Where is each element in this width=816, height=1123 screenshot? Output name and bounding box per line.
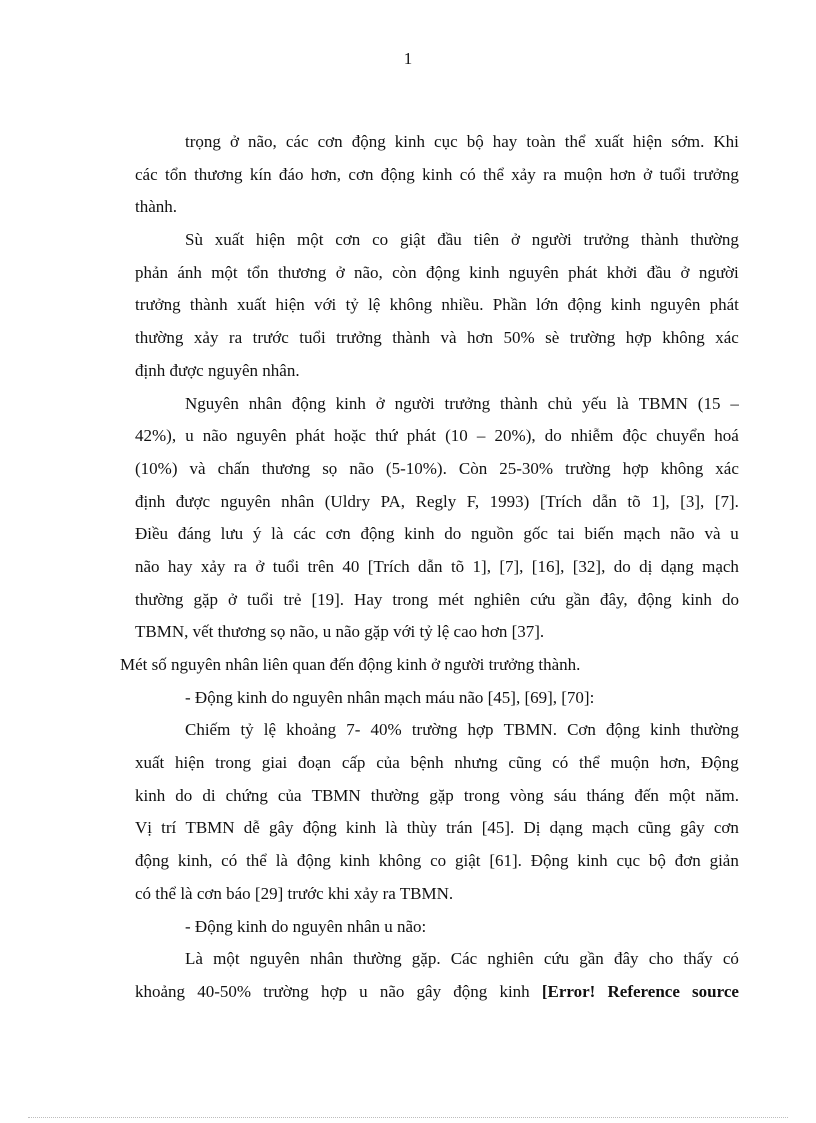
line-text: - Động kinh do nguyên nhân mạch máu não [45], [69], [70]: <box>185 687 595 707</box>
reference-error-text: [Error! <box>541 981 596 1001</box>
text-line: Là một nguyên nhân thường gặp. Các nghiên cứu gần đây cho thấy có <box>185 949 739 969</box>
text-line: xuất hiện trong giai đoạn cấp của bệnh nhưng cũng có thể muộn hơn, Động <box>135 753 739 773</box>
text-line: Vị trí TBMN dễ gây động kinh là thùy trán [45]. Dị dạng mạch cũng gây cơn <box>135 818 739 838</box>
text-line <box>135 878 739 911</box>
text-line: các tổn thương kín đáo hơn, cơn động kinh có thể xảy ra muộn hơn ở tuổi trưởng <box>135 164 739 184</box>
reference-error-text: Reference <box>607 981 680 1001</box>
reference-error-text: source <box>692 981 739 1001</box>
line-text: TBMN, vết thương sọ não, u não gặp với tỷ lệ cao hơn [37]. <box>135 622 545 642</box>
text-line: khoảng 40-50% trường hợp u não gây động kinh [Error! Reference source <box>135 976 739 1009</box>
text-line: phản ánh một tổn thương ở não, còn động kinh nguyên phát khởi đầu ở người <box>135 262 739 282</box>
text-line: (10%) và chấn thương sọ não (5-10%). Còn 25-30% trường hợp không xác <box>135 458 739 478</box>
text-line <box>135 191 739 224</box>
line-text: có thể là cơn báo [29] trước khi xảy ra TBMN. <box>135 883 454 903</box>
text-line: trưởng thành xuất hiện với tỷ lệ không nhiều. Phần lớn động kinh nguyên phát <box>135 295 739 315</box>
line-text: Mét số nguyên nhân liên quan đến động kinh ở người trưởng thành. <box>120 655 581 674</box>
text-line: Chiếm tỷ lệ khoảng 7- 40% trường hợp TBMN. Cơn động kinh thường <box>185 720 739 740</box>
text-line <box>135 911 739 944</box>
document-body <box>120 126 739 1009</box>
text-line <box>135 682 739 715</box>
line-text: định được nguyên nhân. <box>135 360 300 380</box>
text-line: thường gặp ở tuổi trẻ [19]. Hay trong mét nghiên cứu gần đây, động kinh do <box>135 589 739 609</box>
text-line: động kinh, có thể là động kinh không co giật [61]. Động kinh cục bộ đơn giản <box>135 851 739 871</box>
text-line: Điều đáng lưu ý là các cơn động kinh do nguồn gốc tai biến mạch não và u <box>135 524 739 544</box>
text-line: trọng ở não, các cơn động kinh cục bộ hay toàn thể xuất hiện sớm. Khi <box>185 132 739 151</box>
page-bottom-divider <box>28 1117 788 1118</box>
text-line: Nguyên nhân động kinh ở người trưởng thành chủ yếu là TBMN (15 – <box>185 393 739 413</box>
text-line: định được nguyên nhân (Uldry PA, Regly F, 1993) [Trích dẫn tõ 1], [3], [7]. <box>135 491 739 511</box>
line-text: - Động kinh do nguyên nhân u não: <box>185 916 427 936</box>
page-number: 1 <box>403 49 413 68</box>
text-line <box>120 649 739 682</box>
text-line <box>135 616 739 649</box>
line-text: thành. <box>135 197 178 217</box>
text-line: Sù xuất hiện một cơn co giật đầu tiên ở người trưởng thành thường <box>185 230 739 250</box>
text-line: thường xảy ra trước tuổi trưởng thành và hơn 50% sè trường hợp không xác <box>135 328 739 348</box>
text-line: 42%), u não nguyên phát hoặc thứ phát (10 – 20%), do nhiễm độc chuyển hoá <box>135 426 739 446</box>
text-line: kinh do di chứng của TBMN thường gặp trong vòng sáu tháng đến một năm. <box>135 785 739 805</box>
text-line <box>135 355 739 388</box>
text-line: não hay xảy ra ở tuổi trên 40 [Trích dẫn tõ 1], [7], [16], [32], do dị dạng mạch <box>135 556 739 576</box>
